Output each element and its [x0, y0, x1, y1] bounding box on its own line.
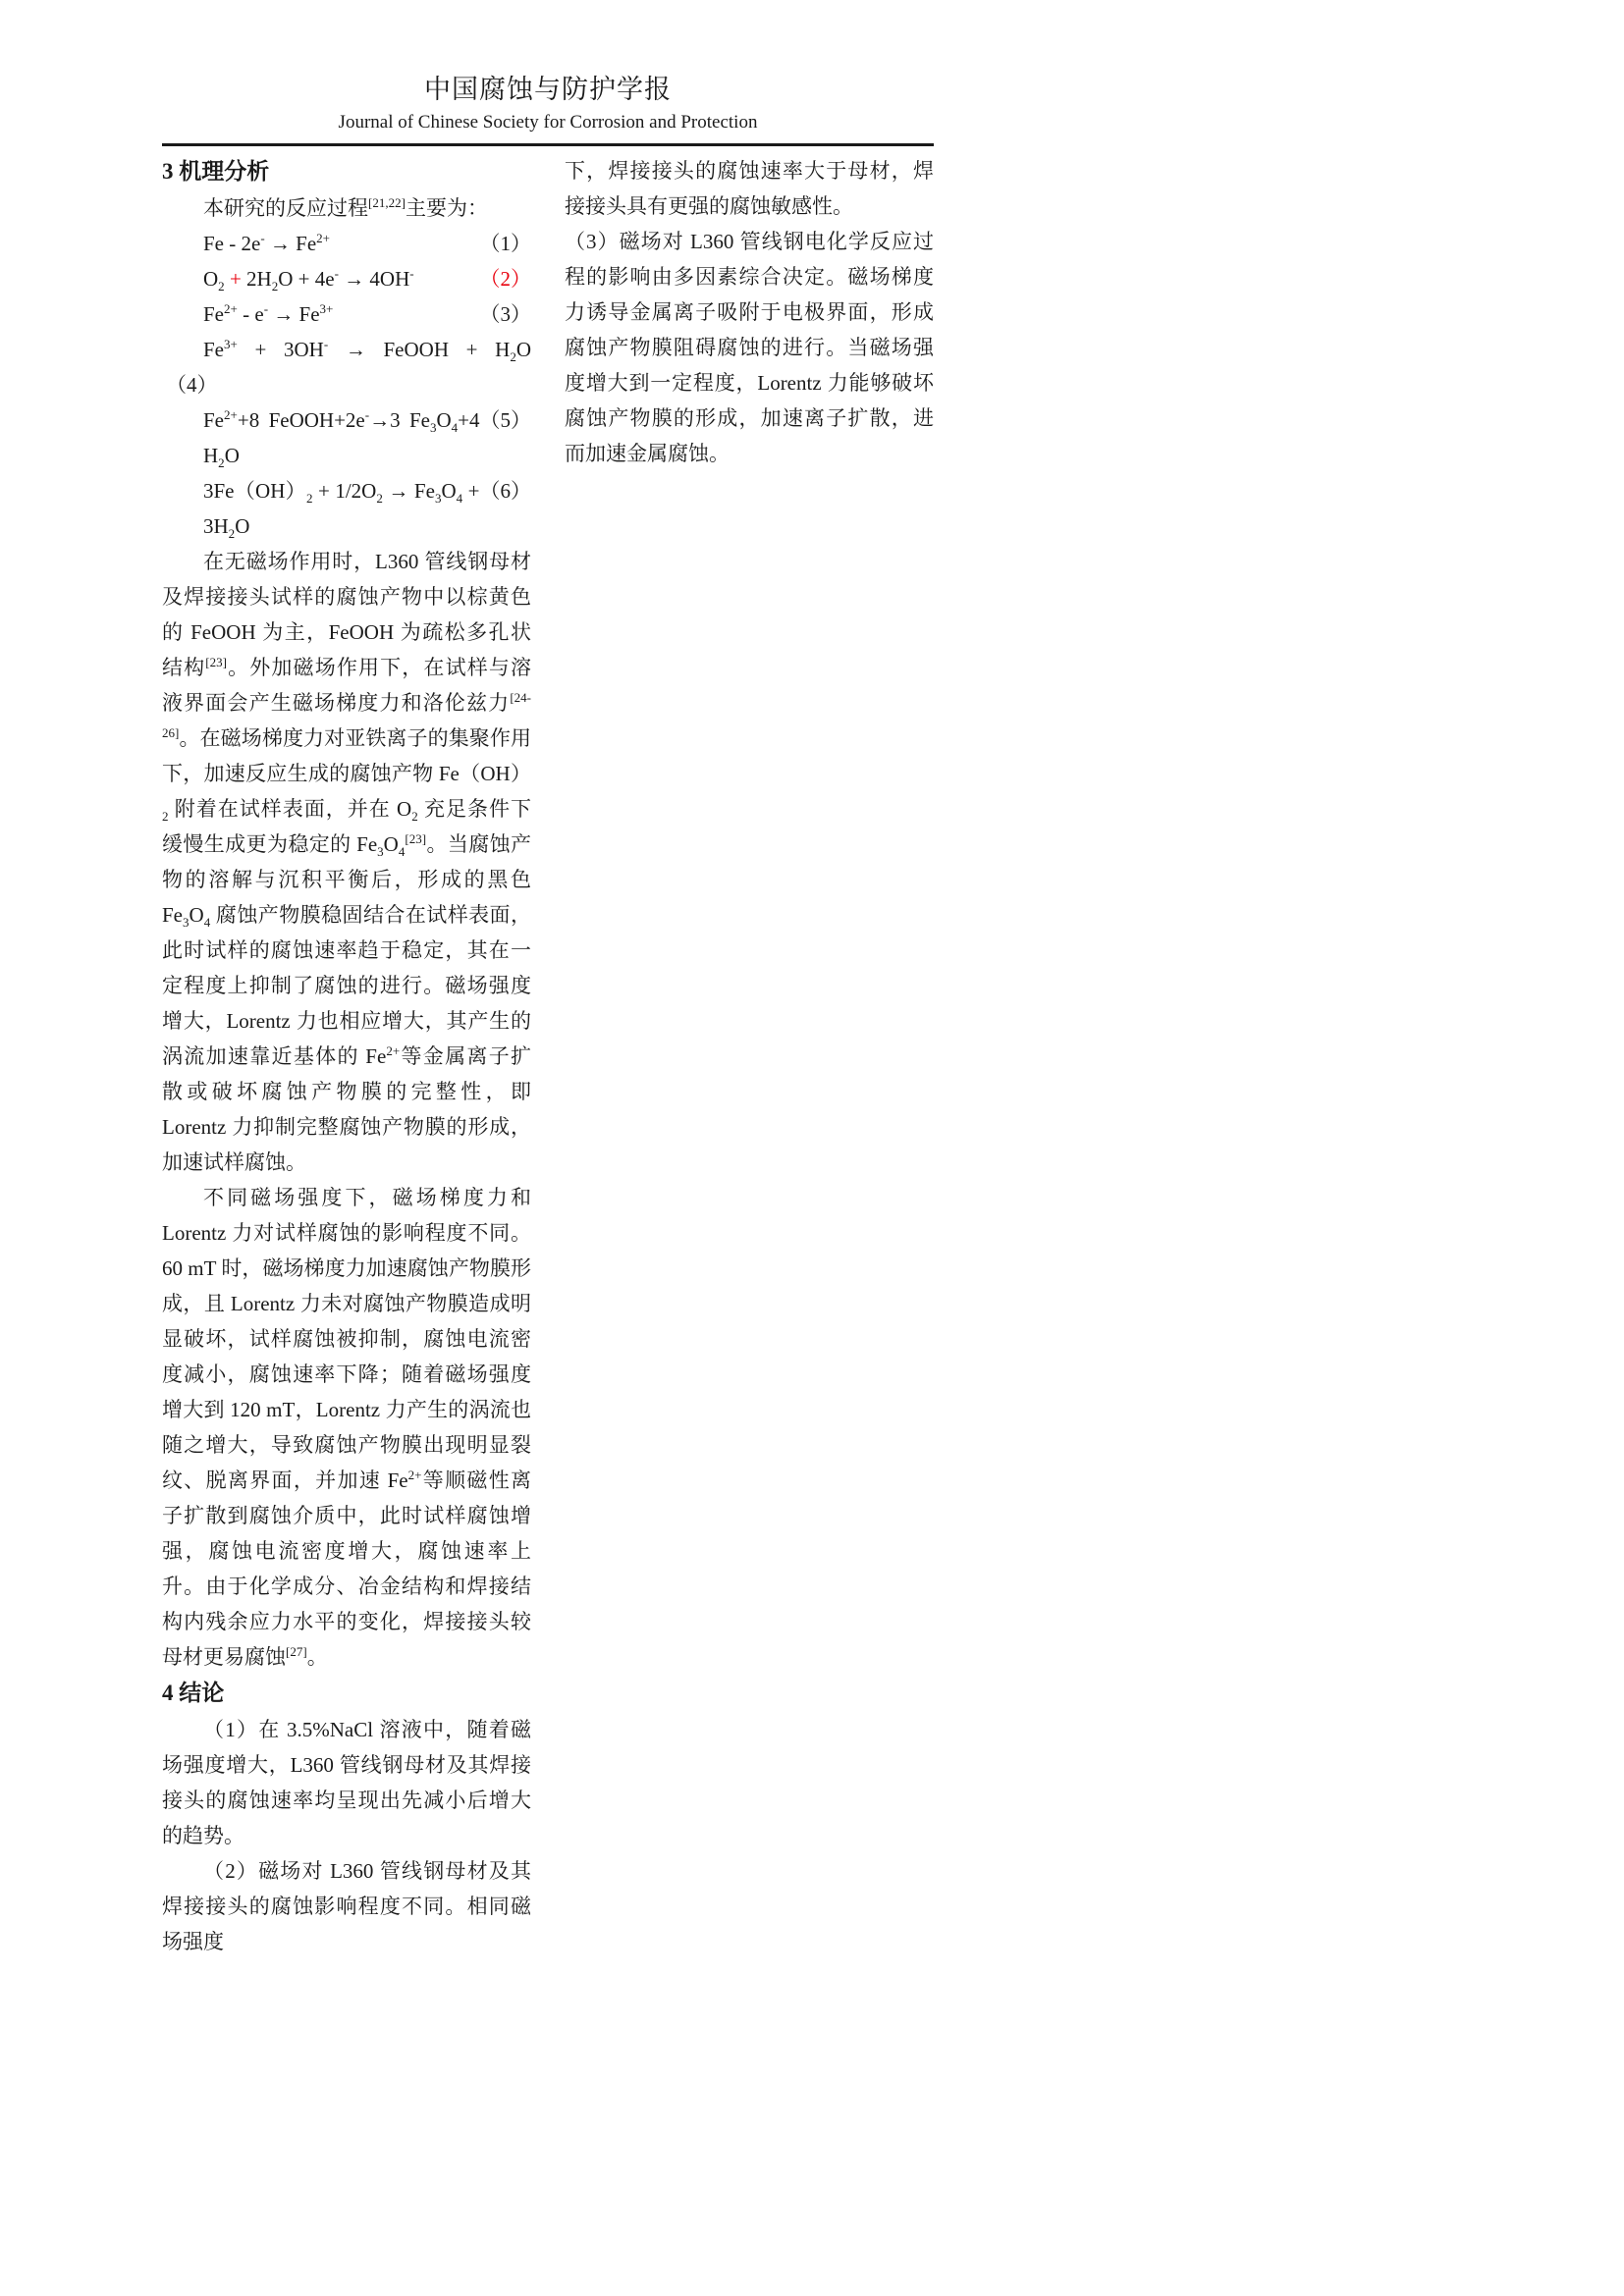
equation-1-formula: $Fe - 2e^- \to Fe^{2+}$ — [203, 231, 331, 255]
equation-1 — [162, 226, 531, 261]
equation-6-number: （6） — [479, 479, 531, 503]
right-column — [565, 153, 934, 1959]
section-heading-mechanism: 3 机理分析 — [162, 159, 270, 184]
header-divider-line — [162, 143, 934, 146]
equation-6-formula: $3Fe(OH)_2 + 1/2O_2 \to Fe_3O_4 + 3H_2O$ — [203, 479, 480, 542]
equation-5 — [162, 402, 531, 473]
mechanism-intro-paragraph: 本研究的反应过程[21,22]主要为： — [203, 195, 488, 220]
journal-header — [162, 73, 934, 146]
equation-2 — [162, 261, 531, 296]
equation-4-formula-line: $Fe^{3+} + 3OH^-$ → FeOOH + $H_2O$ — [203, 337, 531, 365]
equation-5-formula: $Fe^{2+}+8$ FeOOH+2e-→3 $Fe_3O_4+4$ $H_2O$ — [203, 407, 480, 471]
section-heading-conclusion: 4 结论 — [162, 1681, 225, 1705]
equation-3-number: （3） — [479, 302, 531, 326]
equation-4-number-line: （4） — [166, 373, 218, 397]
mechanism-paragraph-1: 在无磁场作用时，L360 管线钢母材及焊接接头试样的腐蚀产物中以棕黄色的 FeOOH 为主，FeOOH 为疏松多孔状结构[23]。外加磁场作用下，在试样与溶液界面会产生磁场梯度力和洛伦兹力[24-26]。在磁场梯度力对亚铁离子的集聚作用下，加速反应生成的腐蚀产物 $Fe(OH)_2$ 附着在试样表面，并在 $O_2$ 充足条件下缓慢生成更为稳定的 $Fe_3O_4[23]$。当腐蚀产物的溶解与沉积平衡后，形成的黑色 $Fe_3O_4$ 腐蚀产物膜稳固结合在试样表面，此时试样的腐蚀速率趋于稳定，其在一定程度上抑制了腐蚀的进行。磁场强度增大，Lorentz 力也相应增大，其产生的涡流加速靠近基体的 $Fe^{2+}$等金属离子扩散或破坏腐蚀产物膜的完整性，即 Lorentz 力抑制完整腐蚀产物膜的形成，加速试样腐蚀。 — [162, 550, 532, 1174]
equation-2-number: （2） — [479, 267, 531, 291]
journal-title-english: Journal of Chinese Society for Corrosion and Protection — [338, 112, 758, 133]
conclusion-paragraph-3: （3）磁场对 L360 管线钢电化学反应过程的影响由多因素综合决定。磁场梯度力诱导金属离子吸附于电极界面，形成腐蚀产物膜阻碍腐蚀的进行。当磁场强度增大到一定程度，Lorentz 力能够破坏腐蚀产物膜的形成，加速离子扩散，进而加速金属腐蚀。 — [565, 230, 934, 465]
conclusion-paragraph-1: （1）在 3.5%NaCl 溶液中，随着磁场强度增大，L360 管线钢母材及其焊接接头的腐蚀速率均呈现出先减小后增大的趋势。 — [162, 1718, 531, 1847]
equation-5-number: （5） — [479, 408, 531, 432]
page-content — [162, 73, 934, 1959]
journal-title-chinese: 中国腐蚀与防护学报 — [424, 75, 672, 104]
equation-1-number: （1） — [479, 232, 531, 255]
equation-3 — [162, 296, 531, 332]
mechanism-paragraph-2: 不同磁场强度下，磁场梯度力和 Lorentz 力对试样腐蚀的影响程度不同。60 mT 时，磁场梯度力加速腐蚀产物膜形成，且 Lorentz 力未对腐蚀产物膜造成明显破坏，试样腐蚀被抑制，腐蚀电流密度减小，腐蚀速率下降；随着磁场强度增大到 120 mT，Lorentz 力产生的涡流也随之增大，导致腐蚀产物膜出现明显裂纹、脱离界面，并加速 $Fe^{2+}$等顺磁性离子扩散到腐蚀介质中，此时试样腐蚀增强，腐蚀电流密度增大，腐蚀速率上升。由于化学成分、冶金结构和焊接结构内残余应力水平的变化，焊接接头较母材更易腐蚀[27]。 — [162, 1186, 532, 1669]
equation-2-formula: $O_2 + 2H_2O + 4e^- \to 4OH^-$ — [203, 266, 414, 294]
conclusion-paragraph-2-continued: 下，焊接接头的腐蚀速率大于母材，焊接接头具有更强的腐蚀敏感性。 — [565, 159, 934, 218]
equation-6 — [162, 473, 531, 544]
equation-3-formula: $Fe^{2+} - e^- \to Fe^{3+}$ — [203, 301, 334, 326]
conclusion-paragraph-2: （2）磁场对 L360 管线钢母材及其焊接接头的腐蚀影响程度不同。相同磁场强度 — [162, 1859, 531, 1953]
article-columns — [162, 153, 934, 1959]
left-column — [162, 153, 531, 1959]
